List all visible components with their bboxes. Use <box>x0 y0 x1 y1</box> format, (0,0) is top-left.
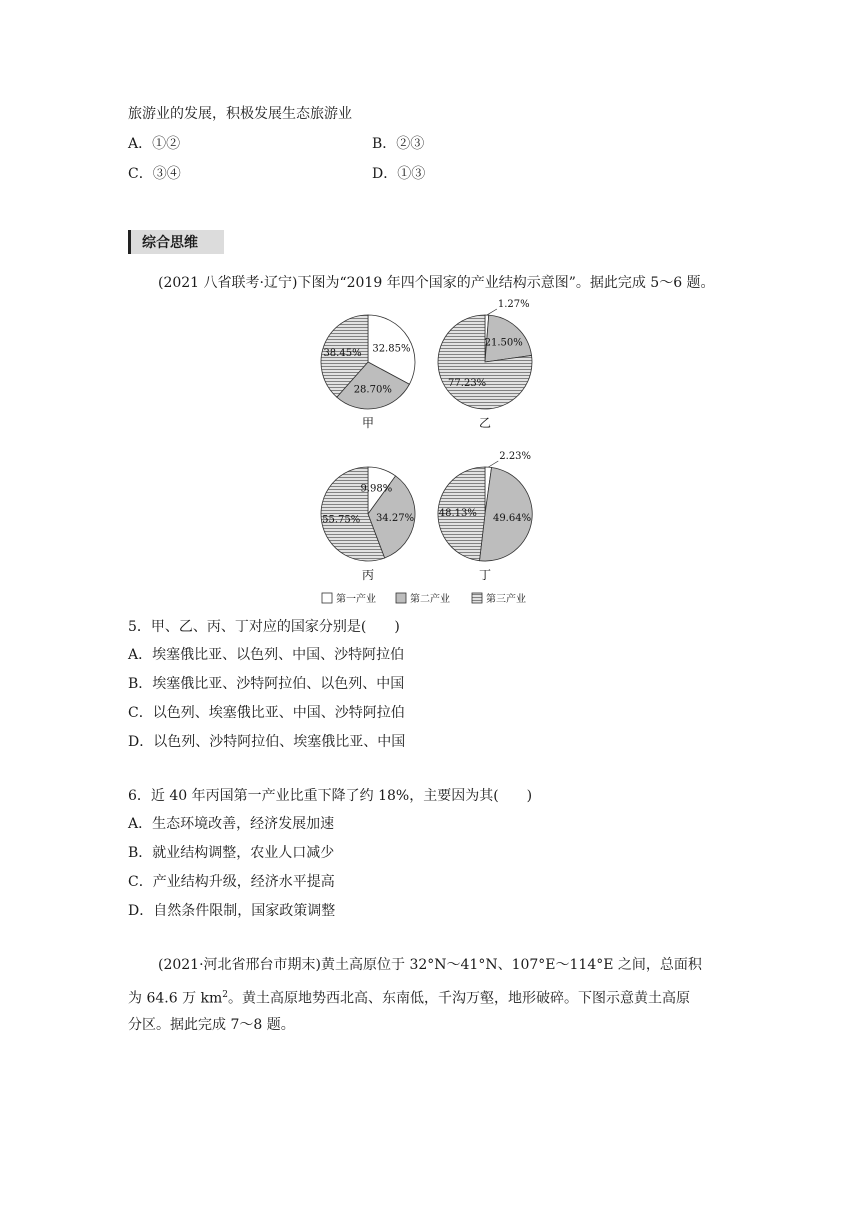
intro-7-8-superscript: 2 <box>222 990 229 1000</box>
pie-0-label-tertiary: 38.45% <box>323 347 362 359</box>
option-text: ②③ <box>396 136 425 152</box>
section-header <box>128 230 224 254</box>
q6-option-c: C．产业结构升级，经济水平提高 <box>128 874 335 890</box>
pie-charts-figure <box>300 296 560 608</box>
q6-option-a: A．生态环境改善，经济发展加速 <box>128 816 335 832</box>
pie-1-label-tertiary: 77.23% <box>448 378 487 390</box>
legend-swatch-secondary <box>396 593 406 603</box>
continuation-text: 旅游业的发展，积极发展生态旅游业 <box>128 106 352 122</box>
legend <box>322 592 526 605</box>
q6-option-b: B．就业结构调整，农业人口减少 <box>128 845 335 861</box>
legend-label-tertiary: 第三产业 <box>486 594 526 605</box>
option-letter: D． <box>372 166 398 182</box>
section-header-bar <box>128 230 131 254</box>
pie-0-name: 甲 <box>361 416 375 430</box>
q5-stem: 5．甲、乙、丙、丁对应的国家分别是( ) <box>128 619 400 635</box>
intro-5-6: (2021 八省联考·辽宁)下图为“2019 年四个国家的产业结构示意图”。据此完成 5～6 题。 <box>158 275 715 291</box>
pie-2-label-primary: 9.98% <box>360 483 393 495</box>
pie-3-label-primary: 2.23% <box>499 451 532 462</box>
pie-3-label-tertiary: 48.13% <box>438 507 477 519</box>
option-letter: C． <box>128 166 153 182</box>
q5-option-b: B．埃塞俄比亚、沙特阿拉伯、以色列、中国 <box>128 676 405 692</box>
pie-0-label-primary: 32.85% <box>372 343 411 355</box>
intro-7-8-line2 <box>128 985 690 1009</box>
legend-swatch-tertiary <box>472 593 482 603</box>
q4-option-d <box>372 164 425 184</box>
option-text: ③④ <box>152 166 181 182</box>
pies-group <box>321 299 532 582</box>
q6-stem: 6．近 40 年丙国第一产业比重下降了约 18%，主要因为其( ) <box>128 788 533 804</box>
option-text: ①② <box>152 136 181 152</box>
pie-3-name: 丁 <box>478 568 492 582</box>
pie-2-name: 丙 <box>361 568 375 582</box>
pie-1-label-secondary: 21.50% <box>484 337 523 349</box>
pie-2-label-tertiary: 55.75% <box>322 514 361 526</box>
pie-1-callout-line <box>487 309 497 315</box>
q5-option-c: C．以色列、埃塞俄比亚、中国、沙特阿拉伯 <box>128 705 405 721</box>
pie-3-label-secondary: 49.64% <box>492 513 532 524</box>
legend-label-secondary: 第二产业 <box>410 594 450 605</box>
legend-label-primary: 第一产业 <box>336 594 376 605</box>
q5-option-a: A．埃塞俄比亚、以色列、中国、沙特阿拉伯 <box>128 647 405 663</box>
intro-7-8-line1: (2021·河北省邢台市期末)黄土高原位于 32°N～41°N、107°E～114°E 之间，总面积 <box>158 957 702 973</box>
pie-0-label-secondary: 28.70% <box>353 384 392 396</box>
intro-7-8-line2-a: 为 64.6 万 km <box>128 990 223 1007</box>
q5-option-d: D．以色列、沙特阿拉伯、埃塞俄比亚、中国 <box>128 734 406 750</box>
q4-option-b <box>372 134 424 154</box>
option-letter: A． <box>128 136 153 152</box>
q4-option-c <box>128 164 181 184</box>
q4-option-a <box>128 134 180 154</box>
section-title: 综合思维 <box>142 235 198 251</box>
pie-1-label-primary: 1.27% <box>497 299 530 310</box>
pie-2-label-secondary: 34.27% <box>375 513 415 525</box>
pie-3-callout-line <box>488 461 498 467</box>
option-letter: B． <box>372 136 397 152</box>
q6-option-d: D．自然条件限制，国家政策调整 <box>128 903 336 919</box>
legend-swatch-primary <box>322 593 332 603</box>
intro-7-8-line3: 分区。据此完成 7～8 题。 <box>128 1017 295 1033</box>
pie-1-name: 乙 <box>478 416 492 430</box>
intro-7-8-line2-b: 。黄土高原地势西北高、东南低，千沟万壑，地形破碎。下图示意黄土高原 <box>228 990 691 1007</box>
option-text: ①③ <box>397 166 426 182</box>
